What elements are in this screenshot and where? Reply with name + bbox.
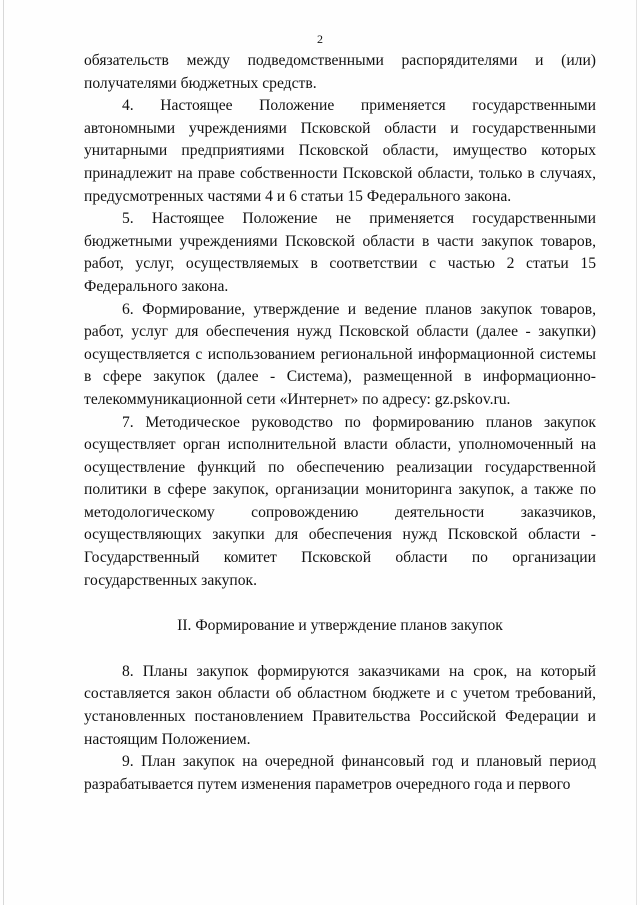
section-heading: II. Формирование и утверждение планов закупок — [177, 617, 503, 635]
scan-edge-left — [3, 0, 4, 905]
paragraph-continuation: обязательств между подведомственными распорядителями и (или) получателями бюджетных средств. — [84, 52, 596, 92]
document-body — [84, 50, 596, 796]
paragraph-9: 9. План закупок на очередной финансовый год и плановый период разрабатывается путем изменения параметров очередного года и первого — [84, 753, 596, 793]
page-number: 2 — [317, 32, 323, 46]
paragraph-8: 8. Планы закупок формируются заказчиками на срок, на который составляется закон области об областном бюджете и с учетом требований, установленных постановлением Правительства Российской Федерации и настоящим Положением. — [84, 662, 596, 748]
paragraph-7: 7. Методическое руководство по формированию планов закупок осуществляет орган исполнительной власти области, уполномоченный на осуществление функций по обеспечению реализации государственной политики в сфере закупок, организации мониторинга закупок, а также по методологическому сопровождению деятельности заказчиков, осуществляющих закупки для обеспечения нужд Псковской области - Государственный комитет Псковской области по организации государственных закупок. — [84, 413, 596, 589]
paragraph-5: 5. Настоящее Положение не применяется государственными бюджетными учреждениями Псковской области в части закупок товаров, работ, услуг, осуществляемых в соответствии с частью 2 статьи 15 Федерального закона. — [84, 210, 596, 295]
paragraph-4: 4. Настоящее Положение применяется государственными автономными учреждениями Псковской области и государственными унитарными предприятиями Псковской области, имущество которых принадлежит на праве собственности Псковской области, только в случаях, предусмотренных частями 4 и 6 статьи 15 Федерального закона. — [84, 97, 596, 205]
paragraph-6: 6. Формирование, утверждение и ведение планов закупок товаров, работ, услуг для обеспечения нужд Псковской области (далее - закупки) осуществляется с использованием региональной информационной системы в сфере закупок (далее - Система), размещенной в информационно-телекоммуникационной сети «Интернет» по адресу: gz.pskov.ru. — [84, 300, 596, 408]
scan-edge-right — [636, 0, 637, 905]
